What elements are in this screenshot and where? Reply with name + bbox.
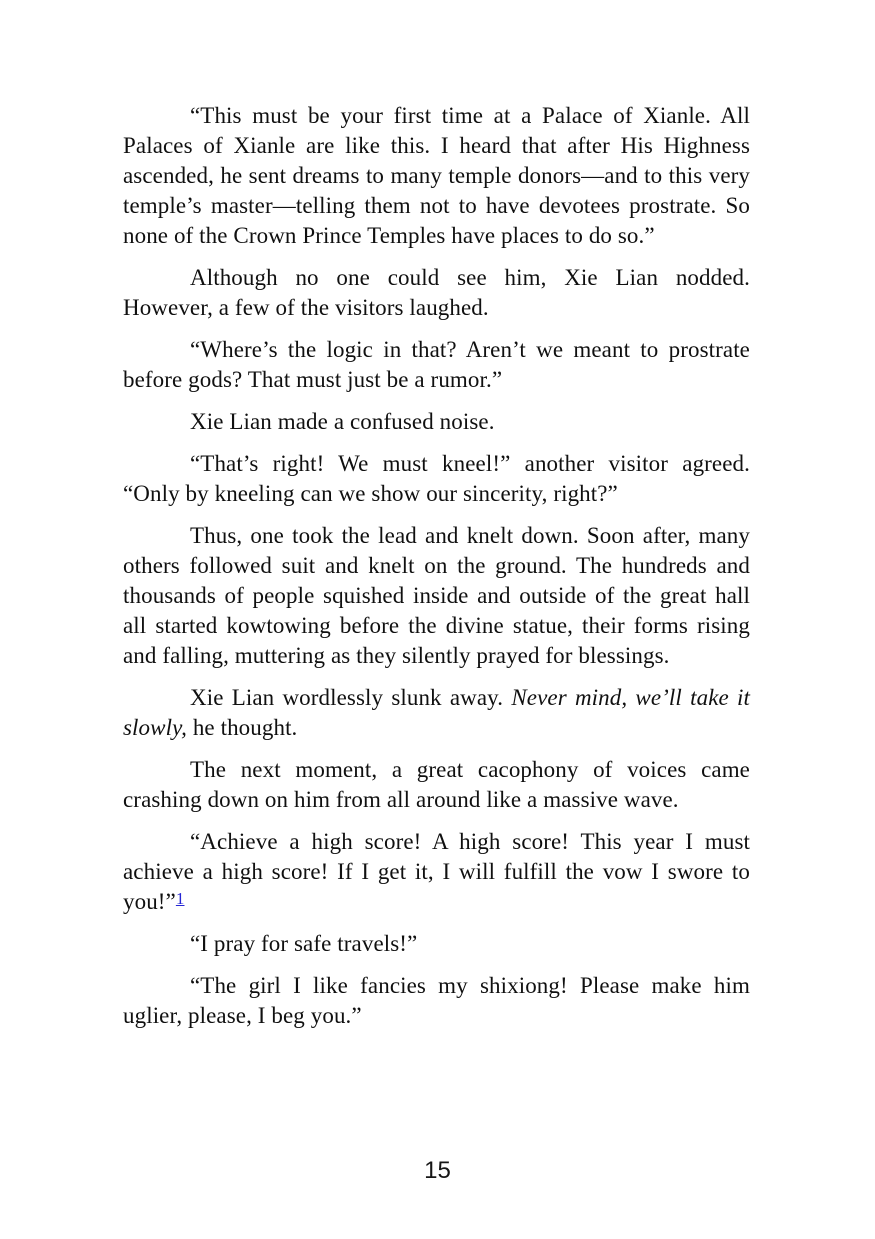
text-run: Xie Lian wordlessly slunk away. xyxy=(190,685,512,710)
paragraph xyxy=(123,449,750,509)
text-run: Xie Lian made a confused noise. xyxy=(190,409,495,434)
text-run: Thus, one took the lead and knelt down. Soon after, many others followed suit and knelt on the ground. The hundreds and thousands of people squished inside and outside of the great hall all started kowtowing before the divine statue, their forms rising and falling, muttering as they silently prayed for blessings. xyxy=(123,523,750,668)
text-run: “That’s right! We must kneel!” another visitor agreed. “Only by kneeling can we show our sincerity, right?” xyxy=(123,451,750,506)
paragraph xyxy=(123,755,750,815)
text-run: Although no one could see him, Xie Lian nodded. However, a few of the visitors laughed. xyxy=(123,265,750,320)
paragraph xyxy=(123,683,750,743)
paragraph xyxy=(123,263,750,323)
paragraph xyxy=(123,827,750,917)
text-run: “The girl I like fancies my shixiong! Please make him uglier, please, I beg you.” xyxy=(123,973,750,1028)
paragraph xyxy=(123,407,750,437)
text-run: he thought. xyxy=(186,715,298,740)
paragraph xyxy=(123,101,750,251)
text-run: “I pray for safe travels!” xyxy=(190,931,418,956)
paragraph xyxy=(123,929,750,959)
page-text xyxy=(123,101,750,1043)
italic-text-run: Never mind, we’ll take it slowly, xyxy=(123,685,750,740)
paragraph xyxy=(123,335,750,395)
text-run: “This must be your first time at a Palace of Xianle. All Palaces of Xianle are like this. I heard that after His Highness ascended, he sent dreams to many temple donors—and to this very temple’s master—telling them not to have devotees prostrate. So none of the Crown Prince Temples have places to do so.” xyxy=(123,103,750,248)
paragraph xyxy=(123,521,750,671)
paragraph xyxy=(123,971,750,1031)
footnote-link-1[interactable]: 1 xyxy=(175,889,185,908)
text-run: The next moment, a great cacophony of voices came crashing down on him from all around like a massive wave. xyxy=(123,757,750,812)
text-run: “Where’s the logic in that? Aren’t we meant to prostrate before gods? That must just be a rumor.” xyxy=(123,337,750,392)
page-number: 15 xyxy=(424,1157,451,1184)
text-run: “Achieve a high score! A high score! This year I must achieve a high score! If I get it, I will fulfill the vow I swore to you!” xyxy=(123,829,750,914)
